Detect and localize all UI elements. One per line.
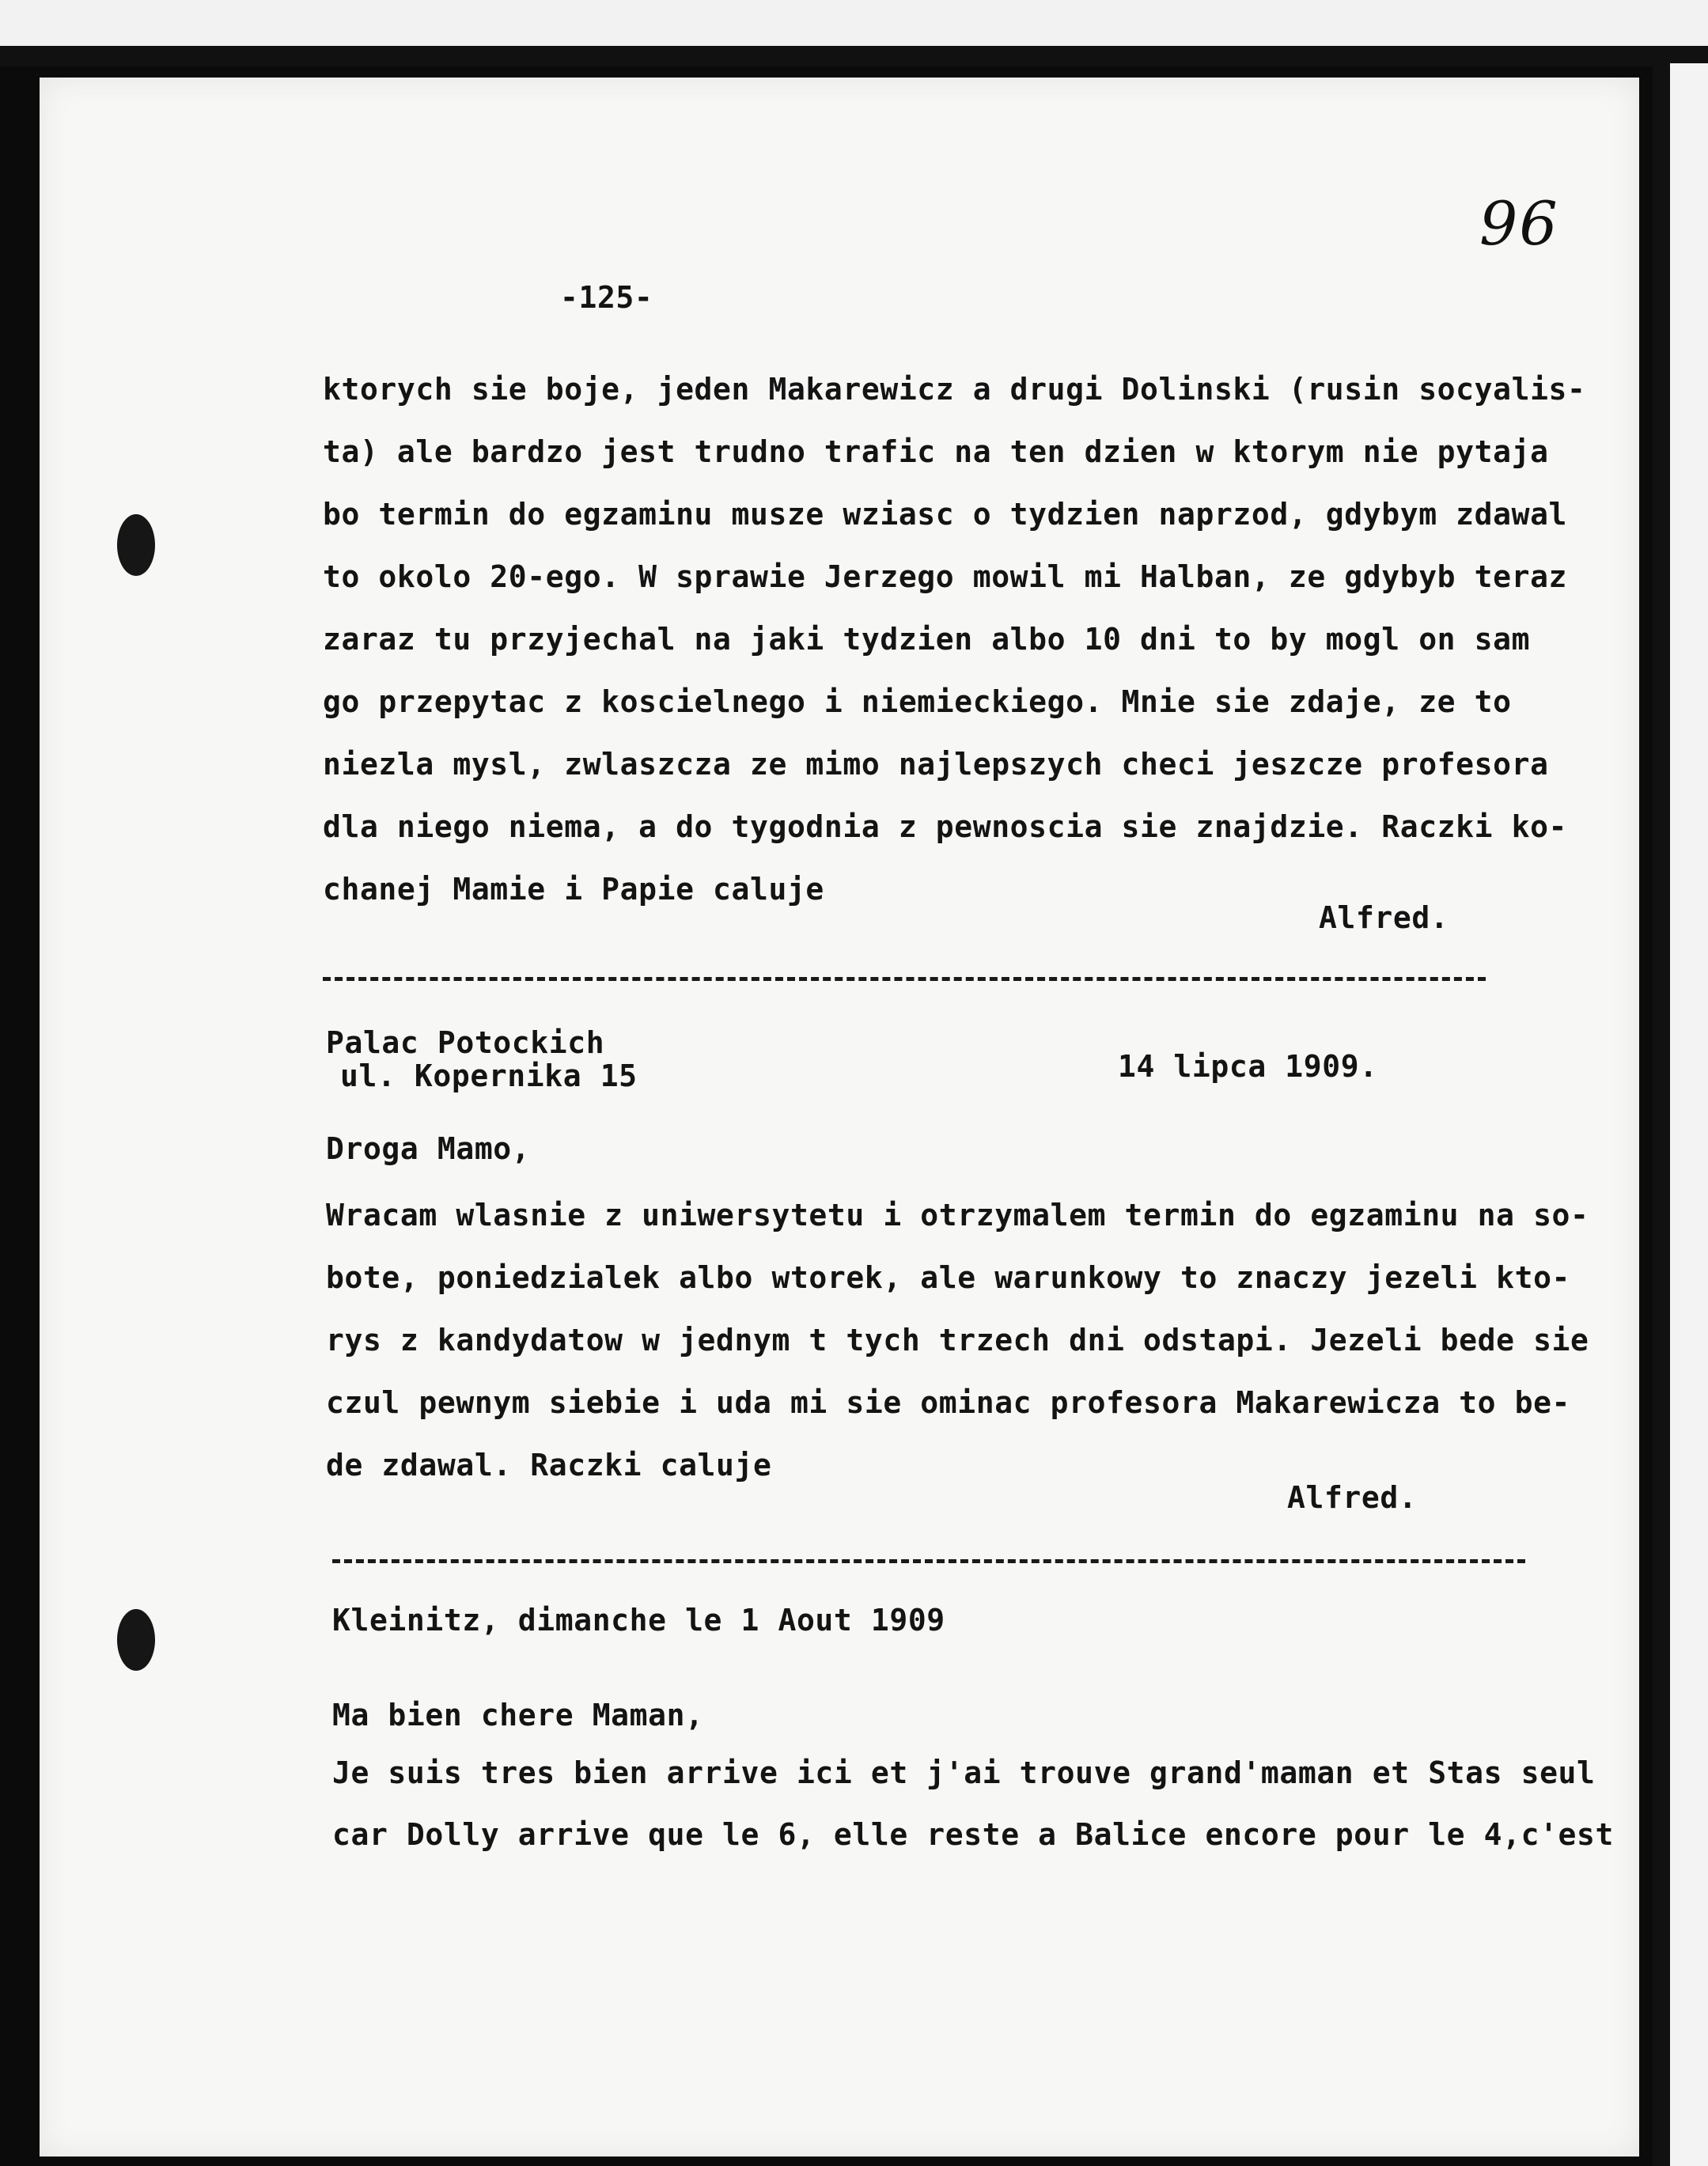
letter-2-line: de zdawal. Raczki caluje bbox=[326, 1448, 772, 1482]
letter-2-signature: Alfred. bbox=[1287, 1480, 1418, 1515]
letter-3-salutation: Ma bien chere Maman, bbox=[332, 1698, 704, 1732]
letter-2-line: Wracam wlasnie z uniwersytetu i otrzymalem termin do egzaminu na so- bbox=[326, 1198, 1589, 1233]
letter-2-line: czul pewnym siebie i uda mi sie ominac profesora Makarewicza to be- bbox=[326, 1385, 1571, 1420]
folio-number: 96 bbox=[1479, 188, 1559, 259]
letter-1-line: to okolo 20-ego. W sprawie Jerzego mowil mi Halban, ze gdybyb teraz bbox=[323, 559, 1568, 594]
letter-1-line: chanej Mamie i Papie caluje bbox=[323, 872, 824, 907]
section-divider bbox=[323, 977, 1486, 981]
scan-border-ridge bbox=[0, 46, 1708, 66]
page-number: -125- bbox=[560, 280, 653, 315]
letter-2-salutation: Droga Mamo, bbox=[326, 1131, 531, 1166]
punch-hole-lower bbox=[117, 1609, 155, 1671]
section-divider bbox=[332, 1559, 1525, 1563]
letter-2-date: 14 lipca 1909. bbox=[1118, 1049, 1378, 1084]
scan-border-top bbox=[0, 0, 1708, 63]
letter-1-line: bo termin do egzaminu musze wziasc o tydzien naprzod, gdybym zdawal bbox=[323, 497, 1568, 532]
letter-1-line: niezla mysl, zwlaszcza ze mimo najlepszych checi jeszcze profesora bbox=[323, 747, 1549, 782]
typewritten-page bbox=[40, 78, 1639, 2157]
letter-1-signature: Alfred. bbox=[1319, 900, 1449, 935]
scan-border-right bbox=[1653, 63, 1708, 2166]
letter-1-line: ktorych sie boje, jeden Makarewicz a drugi Dolinski (rusin socyalis- bbox=[323, 372, 1586, 407]
letter-1-line: dla niego niema, a do tygodnia z pewnoscia sie znajdzie. Raczki ko- bbox=[323, 809, 1568, 844]
letter-2-line: rys z kandydatow w jednym t tych trzech dni odstapi. Jezeli bede sie bbox=[326, 1323, 1589, 1358]
letter-3-place-date: Kleinitz, dimanche le 1 Aout 1909 bbox=[332, 1603, 945, 1638]
letter-1-line: ta) ale bardzo jest trudno trafic na ten dzien w ktorym nie pytaja bbox=[323, 434, 1549, 469]
scan-border-right-edge bbox=[1653, 63, 1670, 2166]
letter-3-line: Je suis tres bien arrive ici et j'ai trouve grand'maman et Stas seul bbox=[332, 1755, 1596, 1790]
letter-3-line: car Dolly arrive que le 6, elle reste a Balice encore pour le 4,c'est bbox=[332, 1817, 1614, 1852]
letter-2-address-line-1: Palac Potockich bbox=[326, 1025, 605, 1060]
letter-1-line: go przepytac z koscielnego i niemieckiego. Mnie sie zdaje, ze to bbox=[323, 684, 1512, 719]
letter-2-address-line-2: ul. Kopernika 15 bbox=[340, 1058, 638, 1093]
letter-1-line: zaraz tu przyjechal na jaki tydzien albo 10 dni to by mogl on sam bbox=[323, 622, 1531, 657]
letter-2-line: bote, poniedzialek albo wtorek, ale warunkowy to znaczy jezeli kto- bbox=[326, 1260, 1571, 1295]
punch-hole-upper bbox=[117, 514, 155, 576]
